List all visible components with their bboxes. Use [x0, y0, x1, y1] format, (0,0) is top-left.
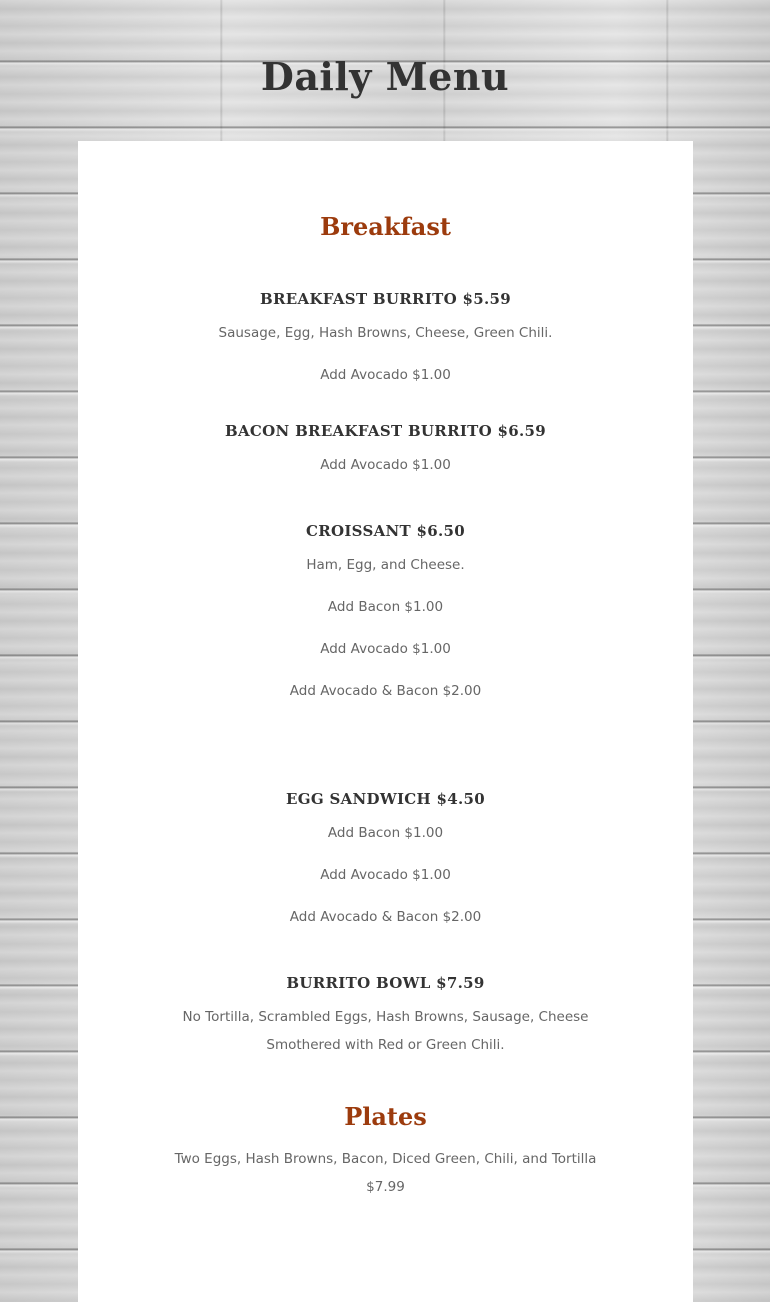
menu-item-title-bacon-breakfast-burrito: BACON BREAKFAST BURRITO $6.59 [225, 422, 546, 440]
menu-item-title-burrito-bowl: BURRITO BOWL $7.59 [286, 974, 485, 992]
menu-item-addon: Add Bacon $1.00 [327, 599, 444, 615]
page-title: Daily Menu [260, 54, 510, 99]
menu-item-addon: Add Avocado $1.00 [320, 867, 451, 883]
menu-item-title-croissant: CROISSANT $6.50 [305, 522, 466, 540]
menu-item-addon: Add Avocado & Bacon $2.00 [289, 909, 482, 925]
menu-item-title-breakfast-burrito: BREAKFAST BURRITO $5.59 [260, 290, 511, 308]
section-heading-plates: Plates [344, 1102, 427, 1131]
page-header [0, 0, 770, 141]
menu-item-addon: Add Avocado & Bacon $2.00 [289, 683, 482, 699]
menu-item-addon: Add Avocado $1.00 [320, 457, 451, 473]
menu-panel [78, 141, 693, 1302]
menu-item-title-egg-sandwich: EGG SANDWICH $4.50 [285, 790, 486, 808]
menu-item-addon: Add Avocado $1.00 [320, 641, 451, 657]
section-heading-breakfast: Breakfast [320, 212, 451, 241]
menu-item-description: Smothered with Red or Green Chili. [266, 1037, 505, 1053]
menu-item-description: No Tortilla, Scrambled Eggs, Hash Browns, Sausage, Cheese [182, 1009, 589, 1025]
plate-description: Two Eggs, Hash Browns, Bacon, Diced Green, Chili, and Tortilla [174, 1151, 597, 1167]
plate-price: $7.99 [366, 1179, 405, 1195]
menu-item-addon: Add Bacon $1.00 [327, 825, 444, 841]
menu-item-description: Ham, Egg, and Cheese. [306, 557, 465, 573]
menu-item-addon: Add Avocado $1.00 [320, 367, 451, 383]
menu-item-description: Sausage, Egg, Hash Browns, Cheese, Green Chili. [218, 325, 553, 341]
